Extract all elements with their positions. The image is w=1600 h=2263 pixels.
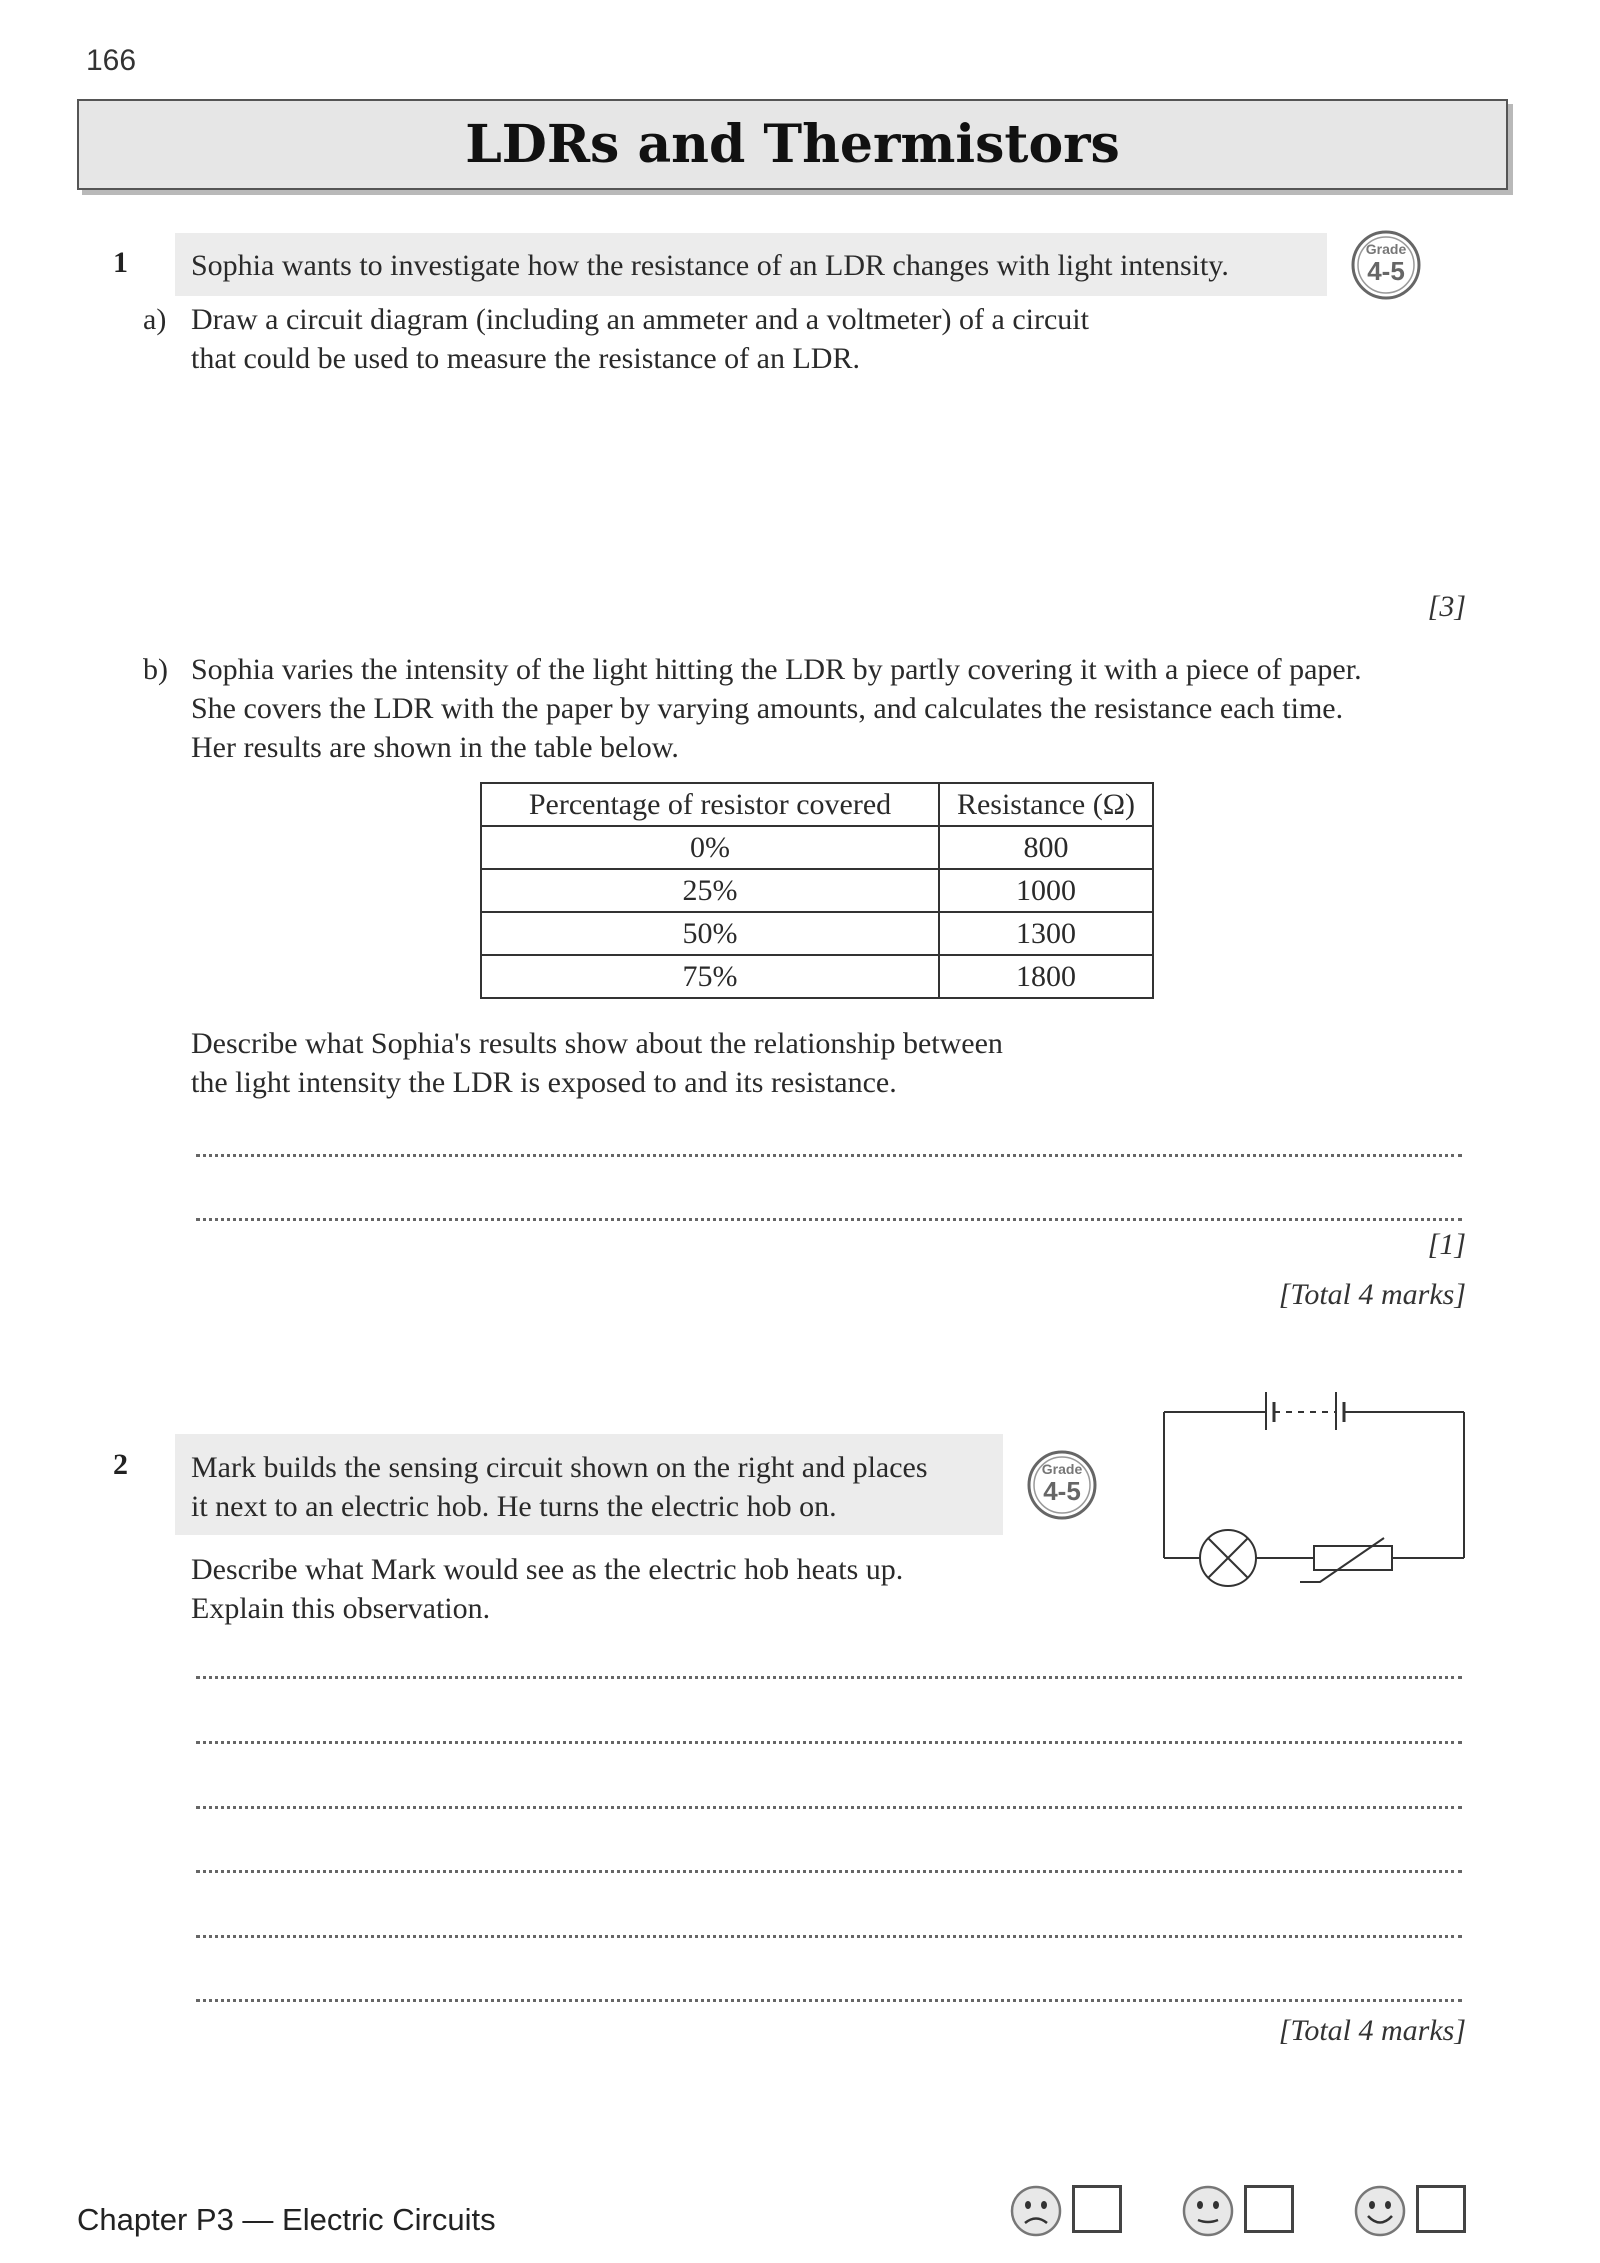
- answer-line[interactable]: [196, 1806, 1462, 1809]
- question-1-number: 1: [113, 246, 128, 279]
- table-cell: 75%: [481, 955, 939, 998]
- answer-line[interactable]: [196, 1741, 1462, 1744]
- question-1a-label: a): [143, 303, 167, 336]
- answer-line[interactable]: [196, 1935, 1462, 1938]
- page-number: 166: [86, 44, 137, 77]
- self-assessment-checkbox-neutral[interactable]: [1244, 2185, 1294, 2233]
- chapter-footer: Chapter P3 — Electric Circuits: [77, 2202, 496, 2237]
- question-2-intro-line-2: it next to an electric hob. He turns the electric hob on.: [191, 1490, 837, 1523]
- question-1b-marks: [1]: [1427, 1228, 1466, 1261]
- answer-line[interactable]: [196, 1676, 1462, 1679]
- question-1a-line-2: that could be used to measure the resistance of an LDR.: [191, 342, 860, 375]
- table-row: [481, 826, 1153, 869]
- table-cell: 1300: [939, 912, 1153, 955]
- question-1-intro: Sophia wants to investigate how the resistance of an LDR changes with light intensity.: [191, 249, 1229, 282]
- sad-face-icon: [1008, 2183, 1064, 2239]
- table-cell: 50%: [481, 912, 939, 955]
- self-assessment-checkbox-sad[interactable]: [1072, 2185, 1122, 2233]
- answer-line[interactable]: [196, 1154, 1462, 1157]
- question-1-total-marks: [Total 4 marks]: [1278, 1278, 1466, 1311]
- grade-badge-label: Grade: [1365, 241, 1407, 257]
- answer-line[interactable]: [196, 1870, 1462, 1873]
- table-row: [481, 912, 1153, 955]
- table-header-cell: Resistance (Ω): [939, 783, 1153, 826]
- table-cell: 1800: [939, 955, 1153, 998]
- question-1a-marks: [3]: [1427, 590, 1466, 623]
- question-1b-line-3: Her results are shown in the table below.: [191, 731, 679, 764]
- grade-badge-icon: [1024, 1447, 1100, 1523]
- table-cell: 1000: [939, 869, 1153, 912]
- page-title-banner: [77, 99, 1508, 190]
- table-cell: 0%: [481, 826, 939, 869]
- grade-badge-label: Grade: [1041, 1461, 1083, 1477]
- table-header-row: [481, 783, 1153, 826]
- sensing-circuit-diagram: [1150, 1370, 1480, 1600]
- question-2-question-line-2: Explain this observation.: [191, 1592, 491, 1625]
- question-2-total-marks: [Total 4 marks]: [1278, 2014, 1466, 2047]
- table-header-cell: Percentage of resistor covered: [481, 783, 939, 826]
- question-2-question-line-1: Describe what Mark would see as the electric hob heats up.: [191, 1553, 904, 1586]
- question-1b-question-line-1: Describe what Sophia's results show about the relationship between: [191, 1027, 1003, 1060]
- results-table: [480, 782, 1154, 999]
- question-1b-line-2: She covers the LDR with the paper by varying amounts, and calculates the resistance each time.: [191, 692, 1344, 725]
- question-1b-line-1: Sophia varies the intensity of the light hitting the LDR by partly covering it with a piece of paper.: [191, 653, 1362, 686]
- table-cell: 25%: [481, 869, 939, 912]
- happy-face-icon: [1352, 2183, 1408, 2239]
- circuit-diagram-answer-area[interactable]: [191, 390, 1461, 590]
- grade-badge-value: 4-5: [1043, 1476, 1081, 1506]
- table-row: [481, 955, 1153, 998]
- question-1a-line-1: Draw a circuit diagram (including an ammeter and a voltmeter) of a circuit: [191, 303, 1089, 336]
- neutral-face-icon: [1180, 2183, 1236, 2239]
- page-title: LDRs and Thermistors: [465, 114, 1120, 175]
- thermistor-icon: [1314, 1546, 1392, 1570]
- answer-line[interactable]: [196, 1999, 1462, 2002]
- question-2-intro-line-1: Mark builds the sensing circuit shown on the right and places: [191, 1451, 928, 1484]
- question-2-number: 2: [113, 1448, 128, 1481]
- grade-badge-value: 4-5: [1367, 256, 1405, 286]
- table-row: [481, 869, 1153, 912]
- question-1b-label: b): [143, 653, 168, 686]
- grade-badge-icon: [1348, 227, 1424, 303]
- self-assessment-checkbox-happy[interactable]: [1416, 2185, 1466, 2233]
- answer-line[interactable]: [196, 1218, 1462, 1221]
- table-cell: 800: [939, 826, 1153, 869]
- question-1b-question-line-2: the light intensity the LDR is exposed to and its resistance.: [191, 1066, 897, 1099]
